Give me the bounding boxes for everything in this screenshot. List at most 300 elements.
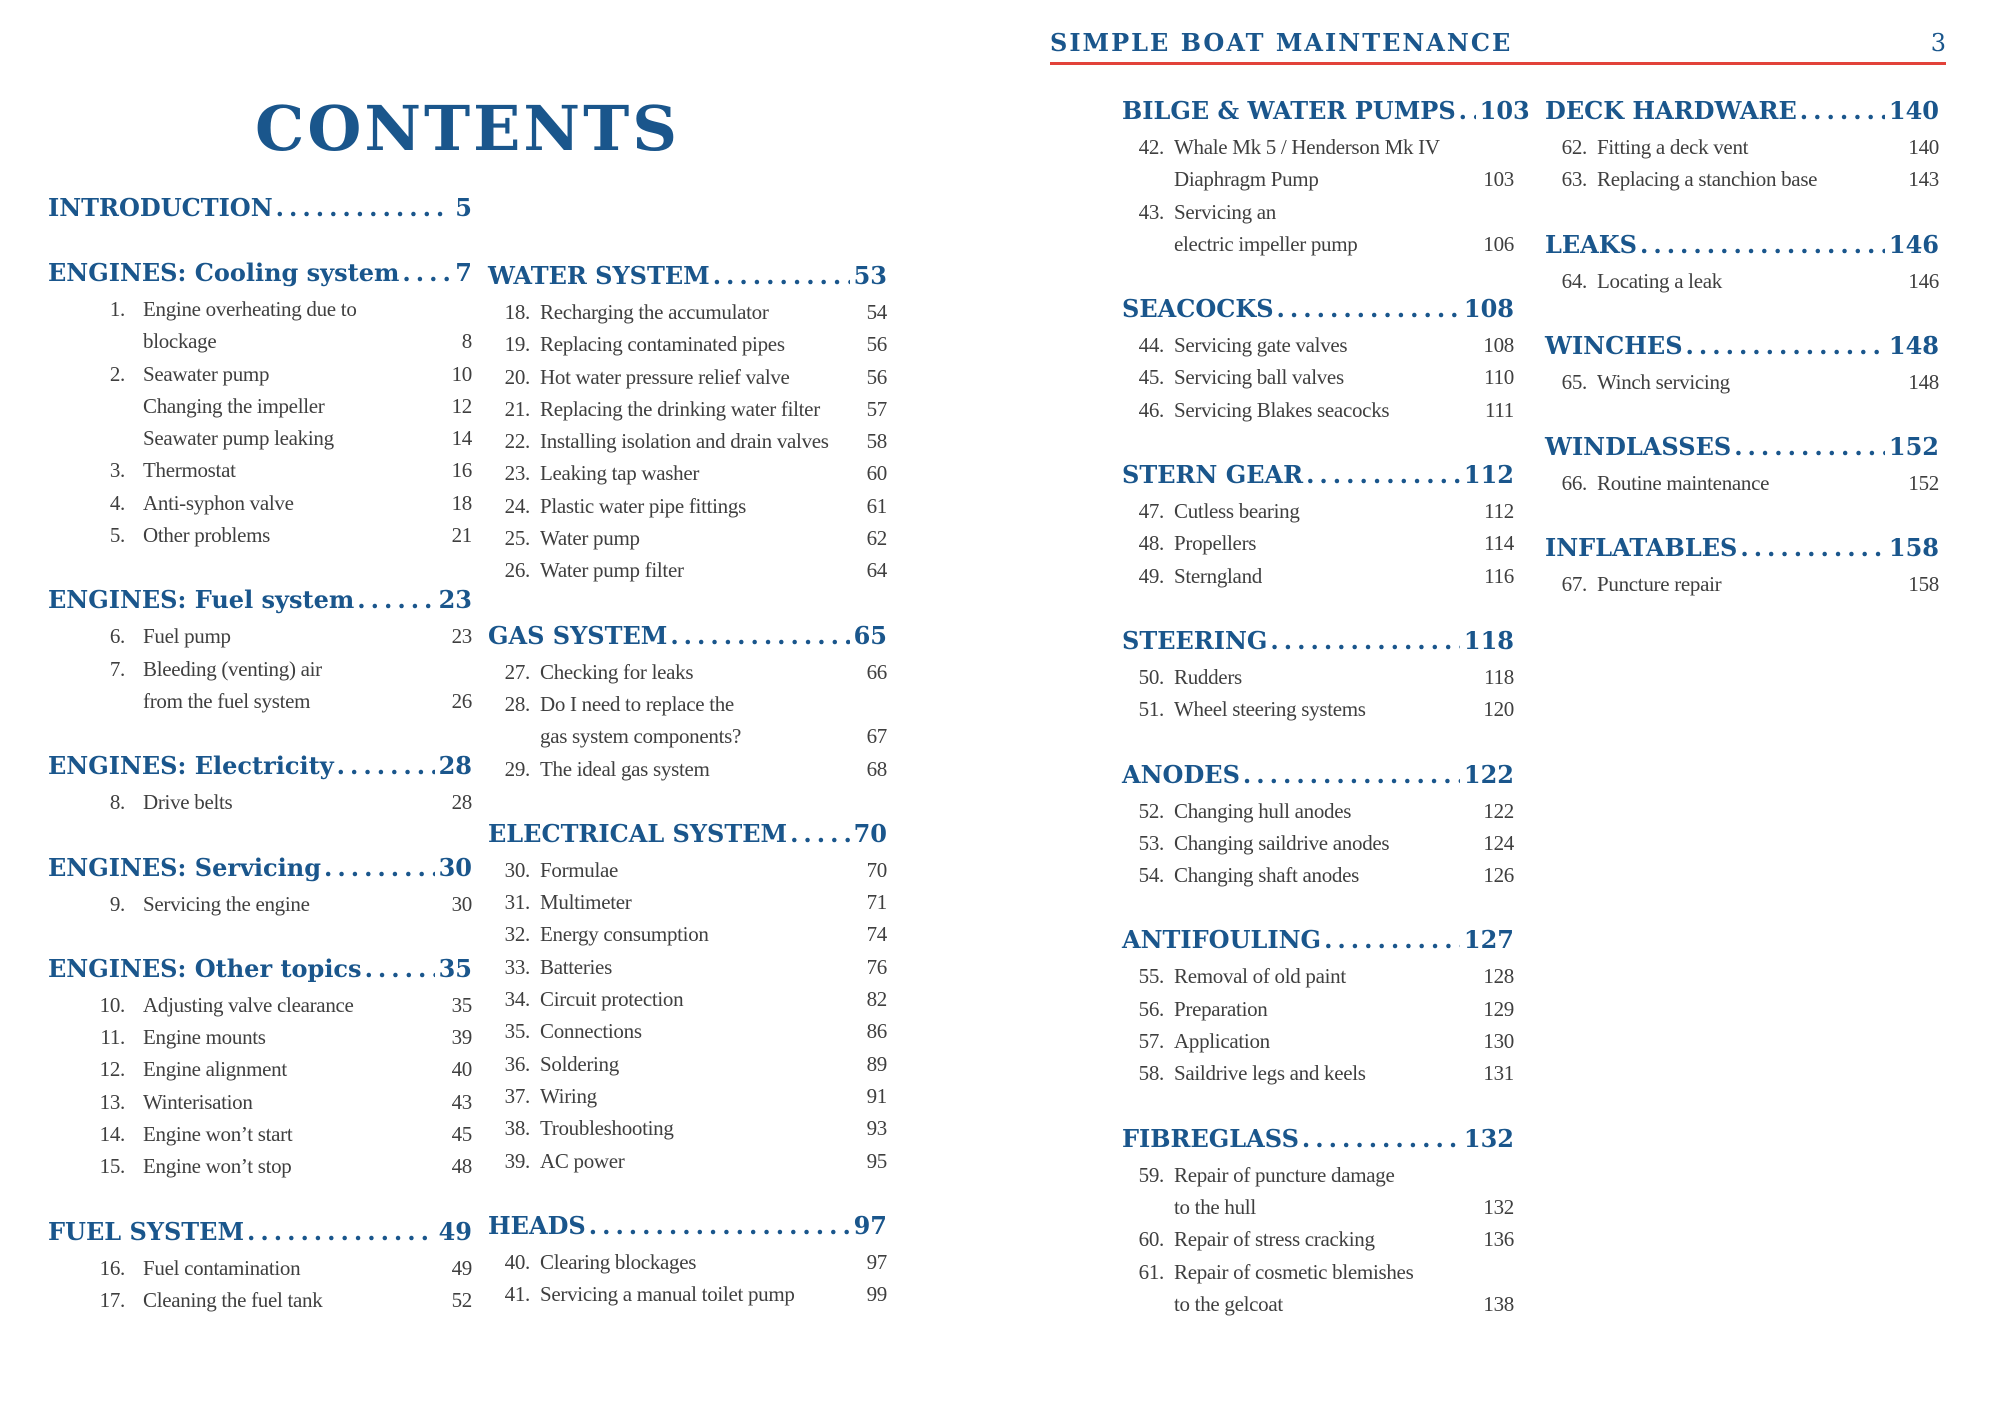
item-number: 46. xyxy=(1138,397,1164,422)
item-page-number: 52 xyxy=(451,1287,472,1312)
toc-item-row xyxy=(48,519,472,551)
section-page-number: 127 xyxy=(1463,925,1514,955)
item-number: 14. xyxy=(99,1122,125,1147)
toc-item-row xyxy=(48,390,472,422)
toc-item-row xyxy=(488,983,887,1015)
item-number: 22. xyxy=(504,429,530,454)
section-page-number: 108 xyxy=(1463,294,1514,324)
section-title: STEERING xyxy=(1122,625,1268,655)
toc-item-row xyxy=(488,1145,887,1177)
section-heading xyxy=(48,953,472,985)
item-page-number: 118 xyxy=(1484,664,1514,689)
toc-item-row xyxy=(488,393,887,425)
item-page-number: 122 xyxy=(1483,798,1514,823)
item-page-number: 45 xyxy=(451,1122,472,1147)
item-number: 4. xyxy=(109,490,125,515)
item-text: Changing the impeller xyxy=(143,393,325,418)
item-text: Repair of puncture damage xyxy=(1174,1162,1395,1187)
toc-item-row xyxy=(1122,993,1514,1025)
item-page-number: 91 xyxy=(866,1083,887,1108)
item-page-number: 129 xyxy=(1483,996,1514,1021)
toc-item-row xyxy=(488,918,887,950)
item-number: 60. xyxy=(1138,1227,1164,1252)
section-heading xyxy=(48,852,472,884)
item-page-number: 148 xyxy=(1908,369,1939,394)
section-page-number: 132 xyxy=(1463,1123,1514,1153)
dot-leader xyxy=(273,192,452,224)
item-page-number: 82 xyxy=(866,987,887,1012)
section-heading xyxy=(488,1210,887,1242)
section-title: INFLATABLES xyxy=(1545,533,1738,563)
item-page-number: 97 xyxy=(866,1249,887,1274)
item-number: 41. xyxy=(504,1282,530,1307)
toc-section xyxy=(1122,1123,1514,1320)
toc-item-row xyxy=(1122,795,1514,827)
item-page-number: 18 xyxy=(451,490,472,515)
toc-item-row xyxy=(48,293,472,325)
toc-item-row xyxy=(488,328,887,360)
item-text: to the hull xyxy=(1174,1194,1256,1219)
item-page-number: 66 xyxy=(866,659,887,684)
section-title: ENGINES: Servicing xyxy=(48,852,321,882)
toc-item-row xyxy=(1545,163,1939,195)
toc-section xyxy=(488,818,887,1177)
item-page-number: 120 xyxy=(1483,697,1514,722)
item-text: Routine maintenance xyxy=(1597,471,1770,496)
toc-item-row xyxy=(1122,228,1514,260)
item-page-number: 61 xyxy=(866,493,887,518)
item-number: 55. xyxy=(1138,964,1164,989)
item-page-number: 138 xyxy=(1483,1291,1514,1316)
item-text: Preparation xyxy=(1174,996,1268,1021)
item-text: Engine won’t start xyxy=(143,1122,293,1147)
toc-item-row xyxy=(48,1086,472,1118)
toc-item-row xyxy=(48,989,472,1021)
item-page-number: 136 xyxy=(1483,1227,1514,1252)
toc-section xyxy=(1545,532,1939,600)
dot-leader xyxy=(1240,759,1460,791)
item-page-number: 95 xyxy=(866,1148,887,1173)
toc-item-row xyxy=(1122,1288,1514,1320)
toc-section xyxy=(48,750,472,818)
dot-leader xyxy=(710,260,850,292)
toc-item-row xyxy=(488,425,887,457)
toc-column-2 xyxy=(488,0,887,1343)
item-number: 34. xyxy=(504,987,530,1012)
section-heading xyxy=(1122,1123,1514,1155)
item-page-number: 64 xyxy=(866,558,887,583)
item-text: Batteries xyxy=(540,954,612,979)
section-heading xyxy=(48,192,472,224)
item-number: 29. xyxy=(504,756,530,781)
toc-item-row xyxy=(1122,361,1514,393)
item-text: Soldering xyxy=(540,1051,619,1076)
toc-item-row xyxy=(48,685,472,717)
section-title: HEADS xyxy=(488,1210,586,1240)
item-text: Bleeding (venting) air xyxy=(143,656,322,681)
item-text: Multimeter xyxy=(540,890,632,915)
dot-leader xyxy=(1299,1123,1460,1155)
section-title: WINDLASSES xyxy=(1545,432,1732,462)
item-text: Recharging the accumulator xyxy=(540,300,769,324)
item-page-number: 35 xyxy=(451,992,472,1017)
item-text: Checking for leaks xyxy=(540,659,694,684)
item-page-number: 124 xyxy=(1483,830,1514,855)
item-text: Clearing blockages xyxy=(540,1249,697,1274)
toc-item-row xyxy=(48,786,472,818)
item-page-number: 28 xyxy=(451,790,472,815)
item-number: 2. xyxy=(109,361,125,386)
item-text: Engine mounts xyxy=(143,1025,266,1050)
toc-item-row xyxy=(488,753,887,785)
toc-section xyxy=(48,852,472,920)
item-page-number: 74 xyxy=(866,922,887,947)
toc-item-row xyxy=(48,358,472,390)
section-page-number: 28 xyxy=(438,751,472,781)
toc-section xyxy=(488,620,887,785)
item-text: Repair of stress cracking xyxy=(1174,1227,1375,1252)
book-title: SIMPLE BOAT MAINTENANCE xyxy=(1050,28,1513,57)
item-page-number: 70 xyxy=(866,857,887,882)
item-page-number: 54 xyxy=(866,300,887,324)
item-number: 27. xyxy=(504,659,530,684)
toc-item-row xyxy=(1122,1025,1514,1057)
item-number: 8. xyxy=(109,790,125,815)
section-title: FIBREGLASS xyxy=(1122,1123,1299,1153)
item-page-number: 71 xyxy=(866,890,887,915)
dot-leader xyxy=(362,953,435,985)
item-number: 25. xyxy=(504,526,530,551)
item-page-number: 30 xyxy=(451,891,472,916)
toc-column-1 xyxy=(48,0,472,1349)
item-number: 10. xyxy=(99,992,125,1017)
toc-section xyxy=(488,1210,887,1311)
item-number: 12. xyxy=(99,1057,125,1082)
toc-item-row xyxy=(488,656,887,688)
item-number: 57. xyxy=(1138,1029,1164,1054)
item-number: 15. xyxy=(99,1154,125,1179)
item-text: Repair of cosmetic blemishes xyxy=(1174,1259,1414,1284)
toc-section xyxy=(1545,330,1939,398)
item-text: Fuel pump xyxy=(143,624,231,649)
section-page-number: 65 xyxy=(853,620,887,650)
section-title: BILGE & WATER PUMPS xyxy=(1122,96,1456,125)
item-page-number: 146 xyxy=(1908,268,1939,293)
item-number: 31. xyxy=(504,890,530,915)
toc-item-row xyxy=(488,296,887,328)
item-page-number: 21 xyxy=(451,523,472,548)
item-page-number: 56 xyxy=(866,364,887,389)
section-heading xyxy=(48,584,472,616)
section-title: ANTIFOULING xyxy=(1122,925,1322,955)
section-heading xyxy=(1122,759,1514,791)
item-text: AC power xyxy=(540,1148,625,1173)
section-page-number: 35 xyxy=(438,953,472,983)
section-page-number: 23 xyxy=(438,585,472,615)
toc-section xyxy=(48,584,472,717)
item-page-number: 43 xyxy=(451,1089,472,1114)
item-page-number: 108 xyxy=(1483,333,1514,358)
section-page-number: 30 xyxy=(438,852,472,882)
item-number: 44. xyxy=(1138,333,1164,358)
toc-item-row xyxy=(48,1021,472,1053)
section-page-number: 152 xyxy=(1888,432,1939,462)
item-page-number: 89 xyxy=(866,1051,887,1076)
item-page-number: 111 xyxy=(1484,397,1514,422)
toc-item-row xyxy=(1122,693,1514,725)
item-text: Do I need to replace the xyxy=(540,691,734,716)
item-text: Water pump filter xyxy=(540,558,684,583)
item-number: 51. xyxy=(1138,697,1164,722)
item-page-number: 49 xyxy=(451,1255,472,1280)
item-text: Replacing contaminated pipes xyxy=(540,332,785,357)
item-number: 38. xyxy=(504,1116,530,1141)
toc-item-row xyxy=(1122,196,1514,228)
section-page-number: 146 xyxy=(1888,229,1939,259)
section-title: WATER SYSTEM xyxy=(488,261,710,290)
section-page-number: 53 xyxy=(853,261,887,290)
item-number: 37. xyxy=(504,1083,530,1108)
toc-section xyxy=(1122,459,1514,592)
item-text: Circuit protection xyxy=(540,987,684,1012)
toc-item-row xyxy=(1122,329,1514,361)
section-title: STERN GEAR xyxy=(1122,460,1304,490)
item-text: Diaphragm Pump xyxy=(1174,167,1319,192)
item-number: 17. xyxy=(99,1287,125,1312)
item-text: Saildrive legs and keels xyxy=(1174,1061,1366,1086)
section-heading xyxy=(1545,95,1939,127)
item-number: 13. xyxy=(99,1089,125,1114)
item-number: 5. xyxy=(109,523,125,548)
item-text: Drive belts xyxy=(143,790,233,815)
section-title: FUEL SYSTEM xyxy=(48,1216,245,1246)
toc-section xyxy=(1545,229,1939,297)
item-page-number: 140 xyxy=(1908,135,1939,159)
item-number: 16. xyxy=(99,1255,125,1280)
toc-item-row xyxy=(1122,495,1514,527)
section-title: WINCHES xyxy=(1545,330,1683,360)
item-text: Servicing Blakes seacocks xyxy=(1174,397,1390,422)
dot-leader xyxy=(1267,625,1460,657)
section-heading xyxy=(1545,229,1939,261)
item-text: Leaking tap washer xyxy=(540,461,700,486)
item-number: 65. xyxy=(1561,369,1587,394)
item-text: Energy consumption xyxy=(540,922,709,947)
toc-item-row xyxy=(488,361,887,393)
item-text: Propellers xyxy=(1174,531,1257,556)
toc-item-row xyxy=(1122,394,1514,426)
item-number: 35. xyxy=(504,1019,530,1044)
item-page-number: 48 xyxy=(451,1154,472,1179)
item-text: Fuel contamination xyxy=(143,1255,301,1280)
toc-item-row xyxy=(1545,467,1939,499)
toc-item-row xyxy=(488,1048,887,1080)
toc-column-4 xyxy=(1545,0,1939,634)
item-number: 21. xyxy=(504,396,530,421)
item-page-number: 39 xyxy=(451,1025,472,1050)
item-number: 23. xyxy=(504,461,530,486)
toc-item-row xyxy=(1545,568,1939,600)
section-page-number: 122 xyxy=(1463,759,1514,789)
item-number: 50. xyxy=(1138,664,1164,689)
toc-item-row xyxy=(488,1080,887,1112)
toc-item-row xyxy=(48,454,472,486)
item-text: Whale Mk 5 / Henderson Mk IV xyxy=(1174,135,1440,159)
item-number: 7. xyxy=(109,656,125,681)
toc-item-row xyxy=(48,1284,472,1316)
toc-item-row xyxy=(48,1252,472,1284)
section-page-number: 140 xyxy=(1888,96,1939,125)
item-text: Rudders xyxy=(1174,664,1242,689)
toc-section xyxy=(1545,431,1939,499)
section-heading xyxy=(1122,95,1530,127)
section-title: LEAKS xyxy=(1545,229,1637,259)
item-text: Engine overheating due to xyxy=(143,297,357,321)
item-text: Replacing a stanchion base xyxy=(1597,167,1818,192)
item-page-number: 57 xyxy=(866,396,887,421)
item-number: 30. xyxy=(504,857,530,882)
item-text: Cleaning the fuel tank xyxy=(143,1287,323,1312)
toc-column-3 xyxy=(1122,0,1530,1353)
item-page-number: 12 xyxy=(451,393,472,418)
item-page-number: 56 xyxy=(866,332,887,357)
item-text: Changing shaft anodes xyxy=(1174,863,1359,888)
toc-item-row xyxy=(1122,1057,1514,1089)
item-text: Cutless bearing xyxy=(1174,499,1300,524)
toc-section xyxy=(48,953,472,1183)
section-heading xyxy=(488,620,887,652)
dot-leader xyxy=(1321,924,1460,956)
item-page-number: 16 xyxy=(451,458,472,483)
toc-item-row xyxy=(48,620,472,652)
item-number: 11. xyxy=(100,1025,125,1050)
toc-item-row xyxy=(1122,163,1514,195)
item-number: 43. xyxy=(1138,199,1164,224)
item-number: 67. xyxy=(1561,572,1587,597)
item-text: Engine alignment xyxy=(143,1057,287,1082)
toc-item-row xyxy=(1122,527,1514,559)
toc-item-row xyxy=(488,1278,887,1310)
section-heading xyxy=(488,260,887,292)
item-text: Wheel steering systems xyxy=(1174,697,1366,722)
toc-item-row xyxy=(488,1112,887,1144)
item-text: Fitting a deck vent xyxy=(1597,135,1749,159)
item-page-number: 26 xyxy=(451,688,472,713)
section-heading xyxy=(1122,924,1514,956)
item-page-number: 112 xyxy=(1484,499,1514,524)
toc-section xyxy=(48,1216,472,1317)
item-page-number: 110 xyxy=(1484,365,1514,390)
toc-item-row xyxy=(1122,1191,1514,1223)
toc-item-row xyxy=(48,422,472,454)
toc-item-row xyxy=(488,720,887,752)
item-page-number: 152 xyxy=(1908,471,1939,496)
toc-item-row xyxy=(1545,131,1939,163)
section-page-number: 103 xyxy=(1479,96,1530,125)
toc-section xyxy=(1545,95,1939,196)
item-number: 18. xyxy=(504,300,530,324)
item-page-number: 40 xyxy=(451,1057,472,1082)
section-heading xyxy=(488,818,887,850)
toc-item-row xyxy=(1545,265,1939,297)
toc-item-row xyxy=(488,854,887,886)
item-text: from the fuel system xyxy=(143,688,311,713)
toc-section xyxy=(48,257,472,551)
toc-section xyxy=(1122,924,1514,1089)
page-number: 3 xyxy=(1930,29,1946,57)
item-text: Application xyxy=(1174,1029,1270,1054)
item-text: Connections xyxy=(540,1019,642,1044)
item-number: 62. xyxy=(1561,135,1587,159)
toc-item-row xyxy=(488,1015,887,1047)
item-page-number: 14 xyxy=(451,426,472,451)
toc-item-row xyxy=(1122,1256,1514,1288)
item-text: Formulae xyxy=(540,857,619,882)
toc-section xyxy=(48,192,472,224)
item-page-number: 132 xyxy=(1483,1194,1514,1219)
section-title: ENGINES: Fuel system xyxy=(48,585,355,615)
item-page-number: 67 xyxy=(866,724,887,749)
dot-leader xyxy=(399,257,451,289)
item-text: Servicing gate valves xyxy=(1174,333,1348,358)
section-page-number: 158 xyxy=(1888,533,1939,563)
toc-item-row xyxy=(1122,859,1514,891)
item-number: 20. xyxy=(504,364,530,389)
toc-item-row xyxy=(48,325,472,357)
section-page-number: 7 xyxy=(455,258,472,287)
item-number: 54. xyxy=(1138,863,1164,888)
section-title: DECK HARDWARE xyxy=(1545,96,1797,125)
item-text: electric impeller pump xyxy=(1174,231,1358,256)
toc-item-row xyxy=(1122,661,1514,693)
toc-item-row xyxy=(1122,960,1514,992)
item-text: Anti-syphon valve xyxy=(143,490,294,515)
toc-item-row xyxy=(488,490,887,522)
toc-item-row xyxy=(488,522,887,554)
item-number: 42. xyxy=(1138,135,1164,159)
toc-section xyxy=(1122,95,1530,260)
item-page-number: 116 xyxy=(1484,563,1514,588)
item-text: Servicing the engine xyxy=(143,891,310,916)
item-page-number: 126 xyxy=(1483,863,1514,888)
section-page-number: 112 xyxy=(1463,460,1514,490)
dot-leader xyxy=(354,584,434,616)
section-heading xyxy=(48,257,472,289)
dot-leader xyxy=(1731,431,1885,463)
item-page-number: 93 xyxy=(866,1116,887,1141)
section-title: GAS SYSTEM xyxy=(488,620,668,650)
item-number: 32. xyxy=(504,922,530,947)
item-number: 49. xyxy=(1138,563,1164,588)
item-text: Thermostat xyxy=(143,458,236,483)
section-title: INTRODUCTION xyxy=(48,193,273,222)
item-number: 26. xyxy=(504,558,530,583)
dot-leader xyxy=(244,1216,435,1248)
item-number: 1. xyxy=(109,297,125,321)
contents-title: CONTENTS xyxy=(254,92,680,165)
section-page-number: 49 xyxy=(438,1216,472,1246)
toc-item-row xyxy=(48,888,472,920)
item-page-number: 60 xyxy=(866,461,887,486)
item-text: to the gelcoat xyxy=(1174,1291,1283,1316)
item-page-number: 62 xyxy=(866,526,887,551)
section-page-number: 97 xyxy=(853,1210,887,1240)
item-page-number: 10 xyxy=(451,361,472,386)
item-page-number: 158 xyxy=(1908,572,1939,597)
item-number: 28. xyxy=(504,691,530,716)
toc-item-row xyxy=(1545,366,1939,398)
section-page-number: 118 xyxy=(1463,625,1514,655)
